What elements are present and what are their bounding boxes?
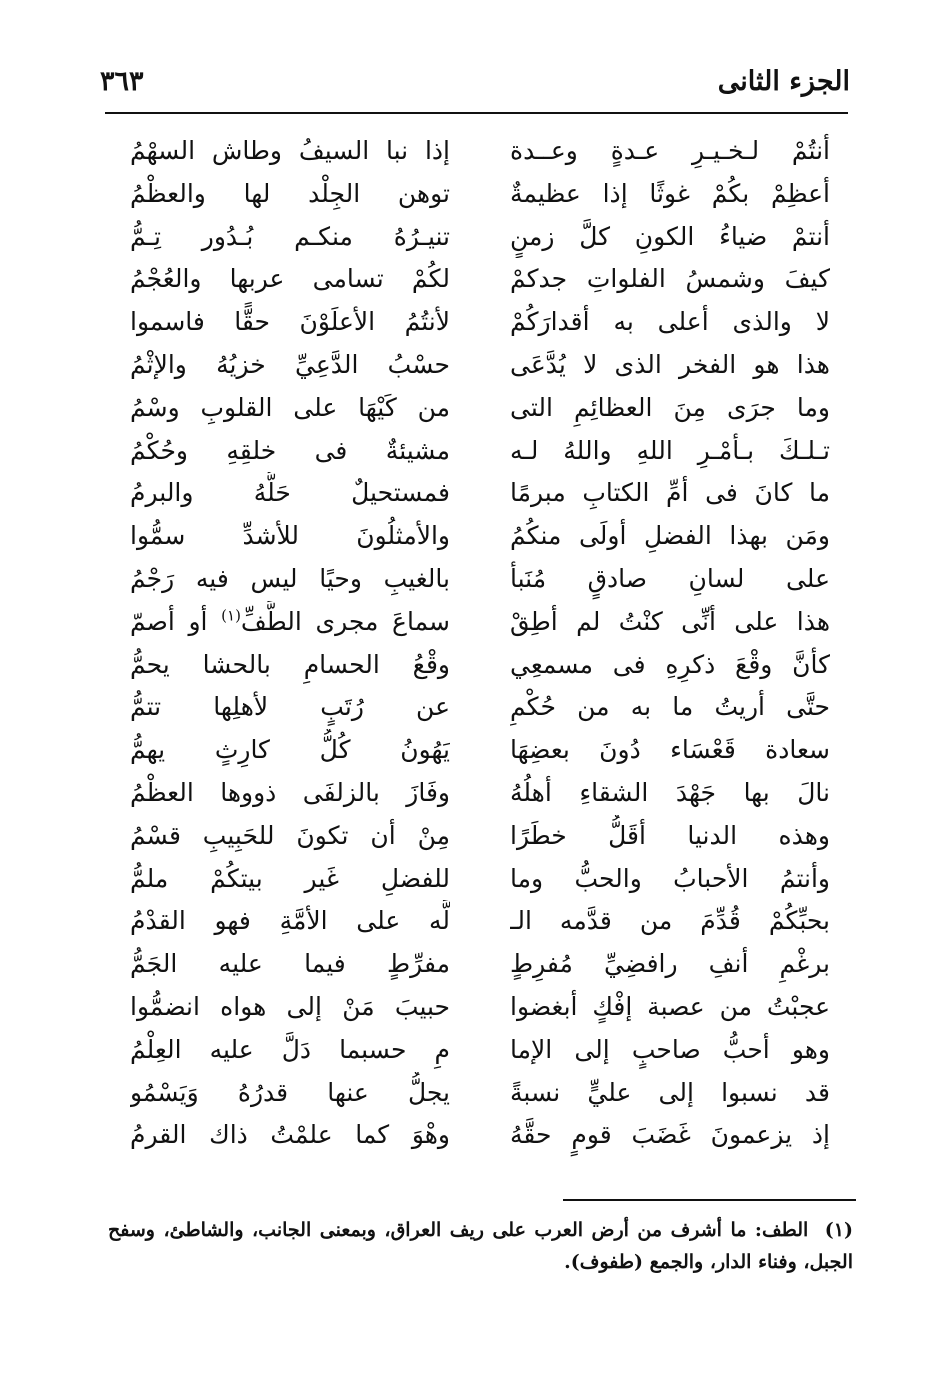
second-hemistich-text-end: أو أصمّ [130, 606, 222, 636]
verse-row [110, 515, 830, 558]
second-hemistich: يَهُونُ كُلُّ كارِثٍ يهمُّ [130, 735, 450, 765]
first-hemistich: هذا هو الفخر الذى لا يُدَّعَى [510, 349, 830, 379]
first-hemistich: أنتمْ ضياءُ الكونِ كلَّ زمنٍ [510, 221, 830, 251]
verse-row [110, 815, 830, 858]
footnote-marker: (١) [221, 606, 241, 625]
second-hemistich [130, 601, 450, 644]
second-hemistich: مشيئةٌ فى خلقِهِ وحُكْمُ [130, 435, 450, 465]
footnote-number: (١) [824, 1219, 853, 1241]
first-hemistich: وأنتمُ الأحبابُ والحبُّ وما [510, 863, 830, 893]
second-hemistich: لَّه على الأمَّةِ فهو القدْمُ [130, 906, 450, 936]
header-rule [105, 112, 848, 114]
footnote-rule [563, 1199, 856, 1201]
second-hemistich: مفرِّطٍ فيما عليه الجَمُّ [130, 949, 450, 979]
verse-row [110, 301, 830, 344]
second-hemistich: يجلُّ عنها قدرُهُ وَيَسْمُو [130, 1077, 450, 1107]
second-hemistich: إذا نبا السيفُ وطاش السهْمُ [130, 136, 450, 165]
verse-row [110, 686, 830, 729]
verse-row [110, 1114, 830, 1157]
first-hemistich: إذ يزعمونَ غَضَبَ قومٍ حقَّهُ [510, 1120, 830, 1150]
footnote [108, 1214, 853, 1278]
first-hemistich: نالَ بها جَهْدَ الشقاءِ أهلُهُ [510, 777, 830, 807]
verse-row [110, 258, 830, 301]
verse-row [110, 1029, 830, 1072]
verse-row [110, 729, 830, 772]
second-hemistich: لأنتُمُ الأعلَوْنَ حقًّا فاسموا [130, 307, 450, 337]
first-hemistich: أعظِمْ بكُمْ غوثًا إذا عظيمةٌ [510, 178, 830, 208]
second-hemistich: تنيـرُهُ منكـم بُـدُور تِـمُّ [130, 221, 450, 251]
verse-row [110, 472, 830, 515]
verse-row [110, 900, 830, 943]
first-hemistich: برغْمِ أنفِ رافضِيِّ مُفرِطٍ [510, 949, 830, 979]
second-hemistich: وفَازَ بالزلفَى ذووها العظْمُ [130, 777, 450, 807]
first-hemistich: تـلـكَ بـأمْـرِ اللهِ واللهُ لـه [510, 435, 830, 465]
first-hemistich: وما جرَى مِنَ العظائِمِ التى [510, 392, 830, 422]
verse-row [110, 772, 830, 815]
page-header [100, 62, 850, 102]
first-hemistich: قد نسبوا إلى عليٍّ نسبةً [510, 1077, 830, 1107]
second-hemistich: للفضلِ غَير بيتكُمْ ملمُّ [130, 863, 450, 893]
second-hemistich: وهْوَ كما علمْتُ ذاك القرمُ [130, 1120, 450, 1150]
second-hemistich: مِنْ أن تكونَ للحَبِيبِ قسْمُ [130, 820, 450, 850]
page-number: ٣٦٣ [100, 66, 144, 97]
second-hemistich: فمستحيلٌ حَلُّهُ والبرمُ [130, 478, 450, 508]
second-hemistich: من كَيْهَا على القلوبِ وسْمُ [130, 392, 450, 422]
second-hemistich: مِ حسبما دَلَّ عليه العِلْمُ [130, 1034, 450, 1064]
first-hemistich: أنتُمْ لـخـيـرِ عـدةٍ وعــدة [510, 136, 830, 165]
first-hemistich: بحبِّكُمْ قُدِّمَ من قدَّمه الـ [510, 906, 830, 936]
first-hemistich: ما كانَ فى أمِّ الكتابِ مبرمًا [510, 478, 830, 508]
second-hemistich: حسْبُ الدَّعِيِّ خزيُهُ والإثْمُ [130, 349, 450, 379]
second-hemistich: توهن الجِلْد لها والعظْمُ [130, 178, 450, 208]
first-hemistich: ومَن بهذا الفضلِ أولَى منكُمُ [510, 521, 830, 551]
verse-row [110, 601, 830, 644]
first-hemistich: كيفَ وشمسُ الفلواتِ جدكمْ [510, 264, 830, 294]
verse-row [110, 1072, 830, 1115]
second-hemistich: لكُمْ تسامى عربها والعُجْمُ [130, 264, 450, 294]
first-hemistich: وهو أحبُّ صاحبٍ إلى الإما [510, 1034, 830, 1064]
second-hemistich-text: سماعَ مجرى الطَّفِّ [240, 606, 450, 636]
verse-row [110, 644, 830, 687]
first-hemistich: وهذه الدنيا أقَلُّ خطَرًا [510, 820, 830, 850]
first-hemistich: على لسانِ صادقٍ مُنَبأ [510, 563, 830, 593]
verse-row [110, 216, 830, 259]
verse-row [110, 430, 830, 473]
first-hemistich: لا والذى أعلى به أقدارَكُمْ [510, 307, 830, 337]
second-hemistich: والأمثلُونَ للأشدِّ سمُّوا [130, 521, 450, 551]
verse-row [110, 858, 830, 901]
verse-row [110, 558, 830, 601]
second-hemistich: حبيبَ مَنْ إلى هواه انضمُّوا [130, 991, 450, 1021]
verse-row [110, 130, 830, 173]
second-hemistich: بالغيبِ وحيًا ليس فيه رَجْمُ [130, 563, 450, 593]
first-hemistich: حتَّى أريتُ ما به من حُكْمِ [510, 692, 830, 722]
second-hemistich: وقْعُ الحسامِ بالحشا يحمُّ [130, 649, 450, 679]
first-hemistich: هذا على أنِّى كنْتُ لم أطِقْ [510, 606, 830, 636]
verse-row [110, 344, 830, 387]
verse-row [110, 173, 830, 216]
footnote-text: الطف: ما أشرف من أرض العرب على ريف العراق، وبمعنى الجانب، والشاطئ، وسفح الجبل، وفناء الدار، والجمع (طفوف). [108, 1219, 853, 1273]
verse-row [110, 387, 830, 430]
running-title: الجزء الثانى [717, 66, 850, 97]
first-hemistich: عجبْتُ من عصبة إفْكٍ أبغضوا [510, 991, 830, 1021]
verse-row [110, 986, 830, 1029]
first-hemistich: كأنَّ وقْعَ ذكرِهِ فى مسمعِي [510, 649, 830, 679]
verse-row [110, 943, 830, 986]
first-hemistich: سعادة قَعْسَاء دُونَ بعضِهَا [510, 735, 830, 765]
second-hemistich: عن رُتَبٍ لأهلِها تتمُّ [130, 692, 450, 722]
poem-body [110, 130, 830, 1190]
